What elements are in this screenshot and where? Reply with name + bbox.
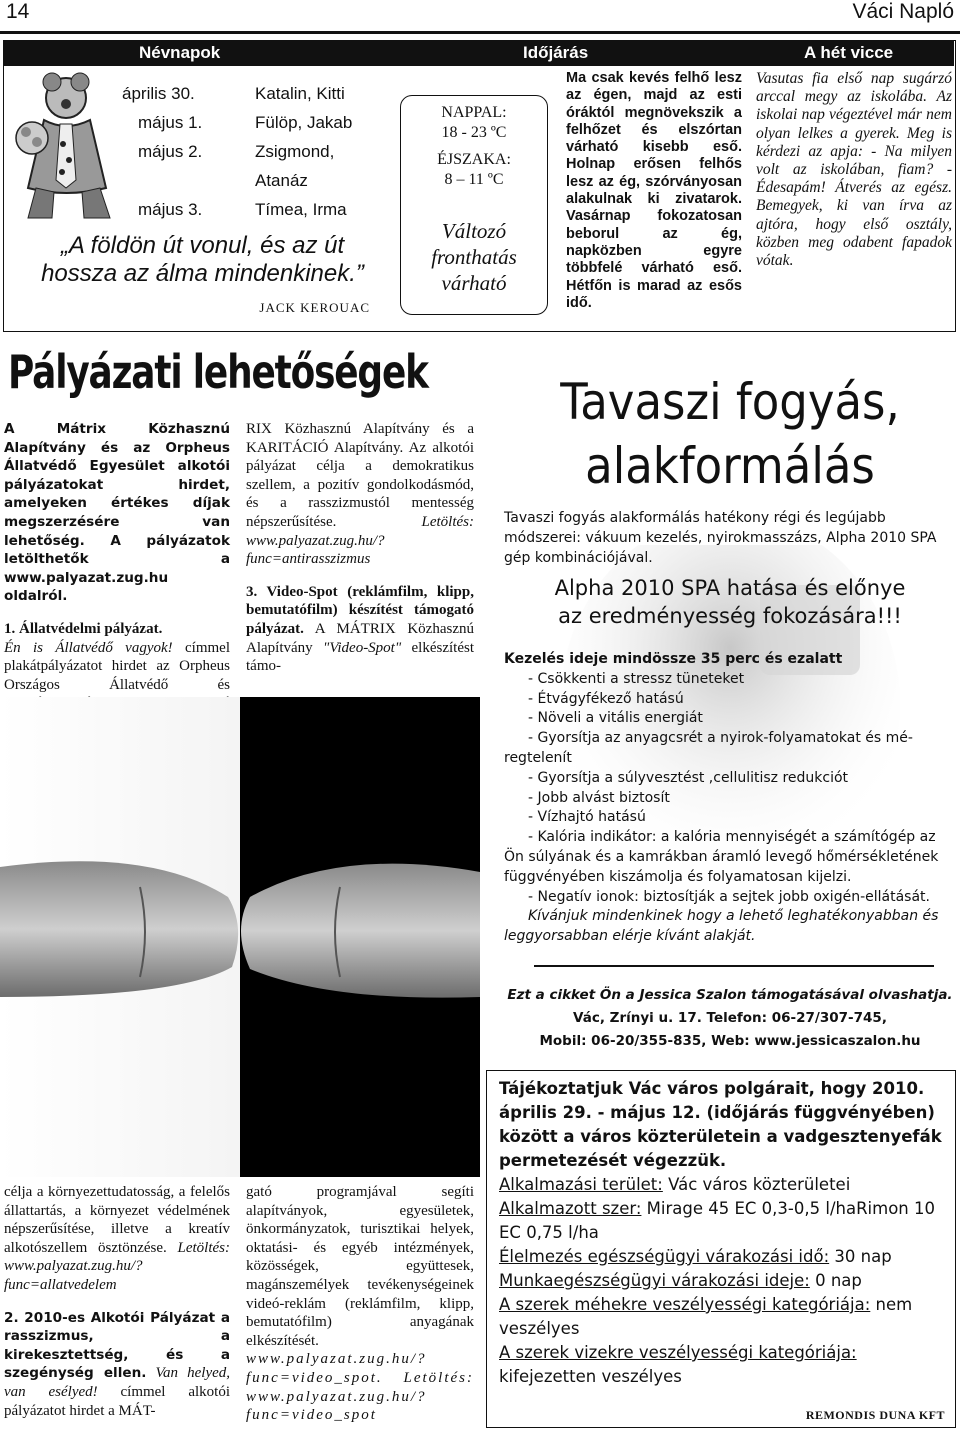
ad-item: - Étvágyfékező hatású <box>528 690 684 707</box>
nameday-date-3: május 2. <box>138 142 203 161</box>
palyazat-col2-text: RIX Közhasznú Alapítvány és a KARITÁCIÓ Alapítvány. Az alkotói pályázat célja a demokratikus szellem, a pozitív gondolkodásmód, és a rasszizmustól mentesség népszerűsítése. <box>246 421 474 530</box>
notice-key: Alkalmazott szer: <box>499 1199 642 1218</box>
ad-item: - Kalória indikátor: a kalória mennyiségét a számítógép az Ön súlyának és a kamrákban áramló levegő hőmérsékletének függvényében kiszámolja és folyamatosan kijelzi. <box>504 829 939 885</box>
notice-box <box>486 1070 956 1428</box>
ad-item: - Csökkenti a stressz tüneteket <box>528 670 745 687</box>
fingers-photo <box>0 697 480 1177</box>
band-joke: A hét vicce <box>804 43 894 62</box>
palyazat-col2-b-title: "Video-Spot" <box>323 639 402 656</box>
publication-name: Váci Napló <box>852 0 954 23</box>
palyazat-bottom-col-2 <box>246 1183 474 1425</box>
notice-lead: Tájékoztatjuk Vác város polgárait, hogy 2010. április 29. - május 12. (időjárás függvényében) között a város közterületein a vadgesztenyefák permetezését végezzük. <box>499 1079 942 1170</box>
palyazat-col2-b: A MÁTRIX Közhasznú Alapítvány <box>246 620 474 656</box>
weather-forecast: Ma csak kevés felhő lesz az égen, majd az esti óráktól megnövekszik a felhőzet és elszórtan várható kisebb eső. Holnap erősen felhős lesz az ég, szórványosan alakulnak ki zivatarok. Vasárnap fokozatosan beborul az ég, napközben egyre többfelé várható eső. Hétfőn is marad az esős idő. <box>566 70 742 311</box>
notice-value: Mirage 45 EC 0,3-0,5 l/haRimon 10 EC 0,75 l/ha <box>499 1199 935 1242</box>
ad-item: - Negatív ionok: biztosítják a sejtek jobb oxigén-ellátását. <box>528 888 930 905</box>
ad-lead: Kezelés ideje mindössze 35 perc és ezalatt <box>504 651 843 667</box>
ad-subtitle <box>500 574 960 630</box>
page-number: 14 <box>6 0 30 23</box>
quote-author: JACK KEROUAC <box>259 300 370 315</box>
notice-key: Élelmezés egészségügyi várakozási idő: <box>499 1247 830 1266</box>
ad-intro: Tavaszi fogyás alakformálás hatékony régi és legújabb módszerei: vákuum kezelés, nyirokmasszázs, Alpha 2010 SPA gép kombinációjával. <box>504 510 937 566</box>
ad-footer <box>500 984 960 1053</box>
notice-value: nem veszélyes <box>499 1295 913 1338</box>
weather-day-label: NAPPAL: <box>441 104 507 121</box>
nameday-names-5: Tímea, Irma <box>255 200 347 219</box>
palyazat-bottom1-link: Letöltés: www.palyazat.zug.hu/?func=allatvedelem <box>4 1239 230 1293</box>
ad-item: regtelenít <box>504 749 572 766</box>
weather-night-label: ÉJSZAKA: <box>437 151 511 168</box>
palyazat-h3: 3. Video-Spot (reklámfilm, klipp, bemutatófilm) készítést támogató pályázat. <box>246 583 474 637</box>
nameday-names-2: Fülöp, Jakab <box>255 113 353 132</box>
palyazat-bottom2-text: gató programjával segíti alapítványok, egyesületek, önkormányzatok, turisztikai helyek, oktatási- és egyéb intézmények, közösségek, együttesek, magánszemélyek tevékenységeinek videó-reklám (reklámfilm, klipp, bemutatófilm) anyagának elkészítését. <box>246 1184 474 1349</box>
weather-night-value: 8 – 11 ºC <box>444 171 504 188</box>
nameday-names-1: Katalin, Kitti <box>255 84 345 103</box>
header-rule <box>0 31 960 34</box>
palyazat-bottom-col-1 <box>4 1183 230 1420</box>
ad-wish: Kívánjuk mindenkinek hogy a lehető leghatékonyabban és leggyorsabban elérje kívánt alakját. <box>504 908 939 945</box>
ad-contact: Mobil: 06-20/355-835, Web: www.jessicaszalon.hu <box>539 1033 921 1049</box>
ad-item: - Gyorsítja a súlyvesztést ,cellulitisz redukciót <box>528 769 849 786</box>
palyazat-p1-text: címmel plakátpályázatot hirdet az Orpheus Országos Állatvédő és <box>4 639 230 693</box>
nameday-date-1: április 30. <box>122 84 195 103</box>
notice-value: kifejezetten veszélyes <box>499 1367 682 1386</box>
notice-row <box>499 1173 945 1197</box>
notice-key: A szerek vizekre veszélyességi kategóriája: <box>499 1343 857 1362</box>
weather-box <box>400 95 548 315</box>
palyazat-col2-link: Letöltés: www.palyazat.zug.hu/?func=antirasszizmus <box>246 513 474 568</box>
ad-title-line-1: Tavaszi fogyás, <box>560 373 900 431</box>
quote-line-2: hossza az álma mindenkinek.” <box>41 260 364 287</box>
palyazat-bottom1-rest: címmel alkotói pályázatot hirdet a MÁT- <box>4 1383 230 1419</box>
band-weather: Időjárás <box>523 43 589 62</box>
ad-subtitle-line-2: az eredményesség fokozására!!! <box>558 604 902 628</box>
palyazat-bottom1-title: Van helyed, van esélyed! <box>4 1365 231 1400</box>
band-namedays: Névnapok <box>139 43 221 62</box>
nameday-names-3: Zsigmond, <box>255 142 335 161</box>
ad-sponsor: Ezt a cikket Ön a Jessica Szalon támogatásával olvashatja. <box>507 987 953 1003</box>
ad-item: - Jobb alvást biztosít <box>528 789 670 806</box>
weather-summary-3: várható <box>441 271 507 295</box>
notice-row <box>499 1269 945 1293</box>
notice-row <box>499 1245 945 1269</box>
palyazat-title: Pályázati lehetőségek <box>8 345 428 399</box>
ad-subtitle-line-1: Alpha 2010 SPA hatása és előnye <box>554 576 906 600</box>
notice-row <box>499 1341 945 1389</box>
weather-summary-1: Változó <box>441 219 507 243</box>
notice-key: Alkalmazási terület: <box>499 1175 663 1194</box>
notice-key: Munkaegészségügyi várakozási ideje: <box>499 1271 810 1290</box>
ad-item: - Vízhajtó hatású <box>528 809 646 826</box>
ad-address: Vác, Zrínyi u. 17. Telefon: 06-27/307-745, <box>573 1010 887 1026</box>
quote <box>30 232 375 288</box>
quote-line-1: „A földön út vonul, és az út <box>60 232 345 259</box>
nameday-names-4: Atanáz <box>255 171 308 190</box>
clown-illustration <box>10 68 130 228</box>
weather-day-value: 18 - 23 ºC <box>441 124 507 141</box>
ad-title-line-2: alakformálás <box>585 437 875 495</box>
fingers-illustration <box>0 697 480 1177</box>
notice-row <box>499 1293 945 1341</box>
ad-rule <box>534 965 934 967</box>
notice-signature: REMONDIS DUNA KFT <box>805 1408 945 1422</box>
ad-benefits <box>504 650 950 947</box>
palyazat-col-1 <box>4 420 230 732</box>
notice-value: 0 nap <box>809 1271 862 1290</box>
notice-key: A szerek méhekre veszélyességi kategóriája: <box>499 1295 871 1314</box>
palyazat-bottom2-link: www.palyazat.zug.hu/?func=video_spot. Letöltés: www.palyazat.zug.hu/?func=video_spot <box>246 1351 474 1424</box>
notice-content <box>499 1077 945 1389</box>
palyazat-col-2 <box>246 420 474 676</box>
section-band <box>4 41 954 66</box>
nameday-date-2: május 1. <box>138 113 203 132</box>
palyazat-intro: A Mátrix Közhasznú Alapítvány és az Orpheus Állatvédő Egyesület alkotói pályázatokat hirdet, amelyeken értékes díjak megszerzésére van lehetőség. A pályázatok letölthetők a www.palyazat.zug.hu oldalról. <box>4 421 230 605</box>
ad-item: - Növeli a vitális energiát <box>528 710 703 727</box>
nameday-date-5: május 3. <box>138 200 203 219</box>
palyazat-h2: 2. 2010-es Alkotói Pályázat a rasszizmus, a kirekesztettség, és a szegénység ellen. <box>4 1309 230 1382</box>
ad-item: - Gyorsítja az anyagcsrét a nyirok-folyamatokat és mé- <box>528 730 913 747</box>
palyazat-col2-b-rest: elkészítést támo- <box>246 639 474 675</box>
palyazat-bottom1-text: célja a környezettudatosság, a felelős állattartás, a környezet védelmének népszerűsítése, illetve a kreatív alkotószellem ösztönzése. <box>4 1184 230 1256</box>
palyazat-h1: 1. Állatvédelmi pályázat. <box>4 620 163 637</box>
weather-summary-2: fronthatás <box>431 245 517 269</box>
palyazat-p1-title: Én is Állatvédő vagyok! <box>4 639 173 656</box>
notice-value: Vác város közterületei <box>662 1175 851 1194</box>
ad-title <box>523 370 937 498</box>
notice-row <box>499 1197 945 1245</box>
joke-text: Vasutas fia első nap sugárzó arccal megy az iskolába. Az iskolai nap végeztével már nem olyan lelkes a gyerek. Meg is kérdezi az apja: - Na milyen volt az iskolában, fiam? - Édesapám! Átverés az egész. Bemegyek, ki van írva az ajtóra, hogy első osztály, közben meg odabent fapadok vótak. <box>756 70 952 270</box>
notice-value: 30 nap <box>829 1247 892 1266</box>
